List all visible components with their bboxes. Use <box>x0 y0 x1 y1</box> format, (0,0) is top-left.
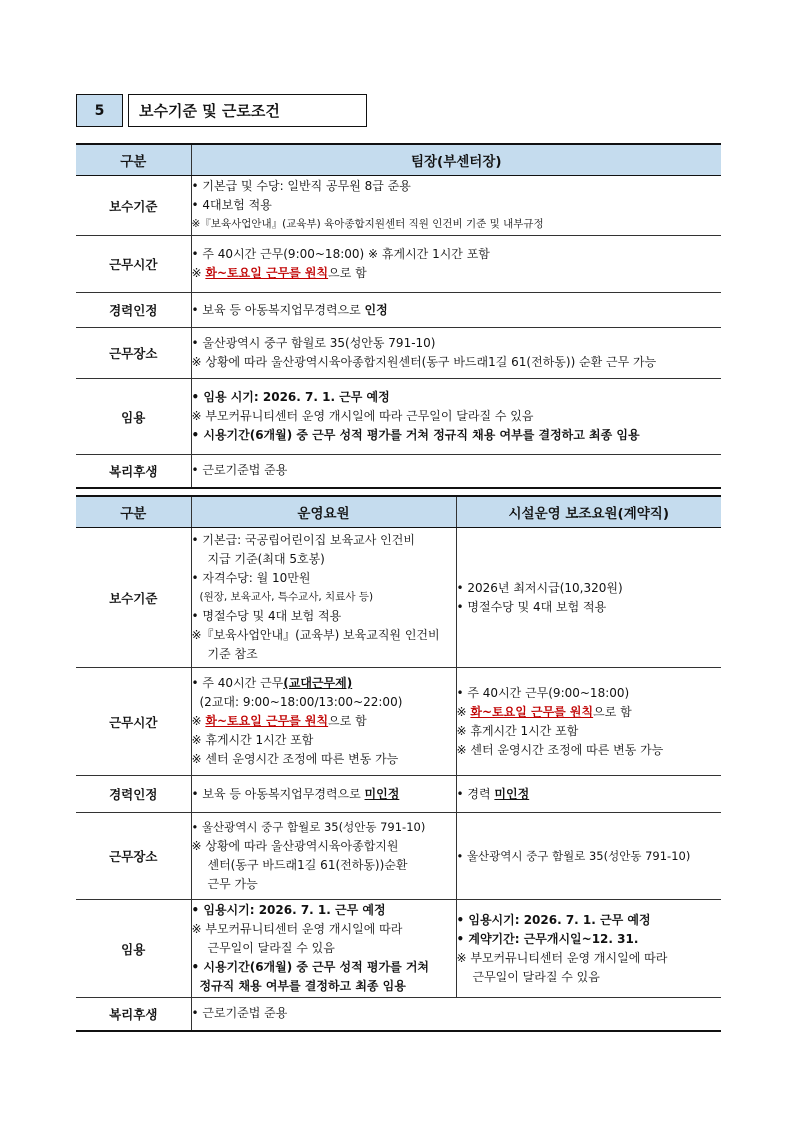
operator-hours: • 주 40시간 근무(교대근무제) (2교대: 9:00~18:00/13:00~22:00) ※ 화~토요일 근무를 원칙으로 함 ※ 휴게시간 1시간 포함 ※ 센터 운영시간 조정에 따른 변동 가능 <box>191 668 456 776</box>
team-leader-career: • 보육 등 아동복지업무경력으로 인정 <box>191 293 721 328</box>
team-leader-hire <box>191 379 721 455</box>
staff-table <box>76 495 721 1032</box>
table-header-row <box>76 496 721 528</box>
row-label-place: 근무장소 <box>76 328 191 379</box>
career-not-recognized: 미인정 <box>494 786 530 801</box>
row-label-career: 경력인정 <box>76 293 191 328</box>
career-recognized: 인정 <box>364 302 388 317</box>
row-label-pay: 보수기준 <box>76 176 191 236</box>
col-header-facility-assistant: 시설운영 보조요원(계약직) <box>456 496 721 528</box>
table-row <box>76 328 721 379</box>
table-row <box>76 293 721 328</box>
hire-line: • 시용기간(6개월) 중 근무 성적 평가를 거쳐 정규직 채용 여부를 결정하고 최종 임용 <box>191 428 640 442</box>
team-leader-welfare: • 근로기준법 준용 <box>191 455 721 488</box>
place-line: • 울산광역시 중구 함월로 35(성안동 791-10) <box>191 336 436 350</box>
table-row <box>76 776 721 813</box>
table-row <box>76 813 721 900</box>
section-number: 5 <box>76 94 123 127</box>
table-row <box>76 998 721 1031</box>
staff-welfare: • 근로기준법 준용 <box>191 998 721 1031</box>
assistant-hours: • 주 40시간 근무(9:00~18:00) ※ 화~토요일 근무를 원칙으로 함 ※ 휴게시간 1시간 포함 ※ 센터 운영시간 조정에 따른 변동 가능 <box>456 668 721 776</box>
career-not-recognized: 미인정 <box>364 786 400 801</box>
hours-rule-highlight: 화~토요일 근무를 원칙 <box>205 714 329 728</box>
table-row <box>76 668 721 776</box>
row-label-hours: 근무시간 <box>76 236 191 293</box>
table-row <box>76 236 721 293</box>
table-header-row <box>76 144 721 176</box>
operator-pay: • 기본급: 국공립어린이집 보육교사 인건비 지급 기준(최대 5호봉) • 자격수당: 월 10만원 (원장, 보육교사, 특수교사, 치료사 등) • 명절수당 및 4대 보험 적용 ※『보육사업안내』(교육부) 보육교직원 인건비 기준 참조 <box>191 528 456 668</box>
operator-hire: • 임용시기: 2026. 7. 1. 근무 예정 ※ 부모커뮤니티센터 운영 개시일에 따라 근무일이 달라질 수 있음 • 시용기간(6개월) 중 근무 성적 평가를 거쳐 정규직 채용 여부를 결정하고 최종 임용 <box>191 900 456 998</box>
team-leader-hours <box>191 236 721 293</box>
row-label-hire: 임용 <box>76 379 191 455</box>
operator-career: • 보육 등 아동복지업무경력으로 미인정 <box>191 776 456 813</box>
assistant-hire: • 임용시기: 2026. 7. 1. 근무 예정 • 계약기간: 근무개시일~12. 31. ※ 부모커뮤니티센터 운영 개시일에 따라 근무일이 달라질 수 있음 <box>456 900 721 998</box>
pay-line: • 기본급 및 수당: 일반직 공무원 8급 준용 <box>191 179 411 193</box>
assistant-pay: • 2026년 최저시급(10,320원) • 명절수당 및 4대 보험 적용 <box>456 528 721 668</box>
row-label-pay: 보수기준 <box>76 528 191 668</box>
row-label-welfare: 복리후생 <box>76 455 191 488</box>
table-row <box>76 455 721 488</box>
hire-note: ※ 부모커뮤니티센터 운영 개시일에 따라 근무일이 달라질 수 있음 <box>191 409 534 423</box>
section-title: 보수기준 및 근로조건 <box>128 94 367 127</box>
table-row <box>76 528 721 668</box>
row-label-career: 경력인정 <box>76 776 191 813</box>
assistant-place: • 울산광역시 중구 함월로 35(성안동 791-10) <box>456 813 721 900</box>
team-leader-place <box>191 328 721 379</box>
table-row <box>76 176 721 236</box>
col-header-category: 구분 <box>76 144 191 176</box>
col-header-team-leader: 팀장(부센터장) <box>191 144 721 176</box>
table-row <box>76 900 721 998</box>
hours-rule-highlight: 화~토요일 근무를 원칙 <box>470 704 594 719</box>
place-note: ※ 상황에 따라 울산광역시육아종합지원센터(동구 바드래1길 61(전하동)) 순환 근무 가능 <box>191 355 657 369</box>
pay-line: • 4대보험 적용 <box>191 198 272 212</box>
hours-rule-highlight: 화~토요일 근무를 원칙 <box>205 266 329 280</box>
team-leader-pay <box>191 176 721 236</box>
team-leader-table <box>76 143 721 489</box>
pay-note: ※『보육사업안내』(교육부) 육아종합지원센터 직원 인건비 기준 및 내부규정 <box>191 218 544 230</box>
row-label-place: 근무장소 <box>76 813 191 900</box>
row-label-welfare: 복리후생 <box>76 998 191 1031</box>
row-label-hours: 근무시간 <box>76 668 191 776</box>
col-header-category: 구분 <box>76 496 191 528</box>
table-row <box>76 379 721 455</box>
shift-work-label: (교대근무제) <box>283 676 353 690</box>
hire-line: • 임용 시기: 2026. 7. 1. 근무 예정 <box>191 390 390 404</box>
col-header-operator: 운영요원 <box>191 496 456 528</box>
row-label-hire: 임용 <box>76 900 191 998</box>
hours-note: ※ 화~토요일 근무를 원칙으로 함 <box>191 266 367 280</box>
assistant-career: • 경력 미인정 <box>456 776 721 813</box>
operator-place: • 울산광역시 중구 함월로 35(성안동 791-10) ※ 상황에 따라 울산광역시육아종합지원 센터(동구 바드래1길 61(전하동))순환 근무 가능 <box>191 813 456 900</box>
hours-line: • 주 40시간 근무(9:00~18:00) ※ 휴게시간 1시간 포함 <box>191 247 490 261</box>
section-header <box>76 94 367 127</box>
